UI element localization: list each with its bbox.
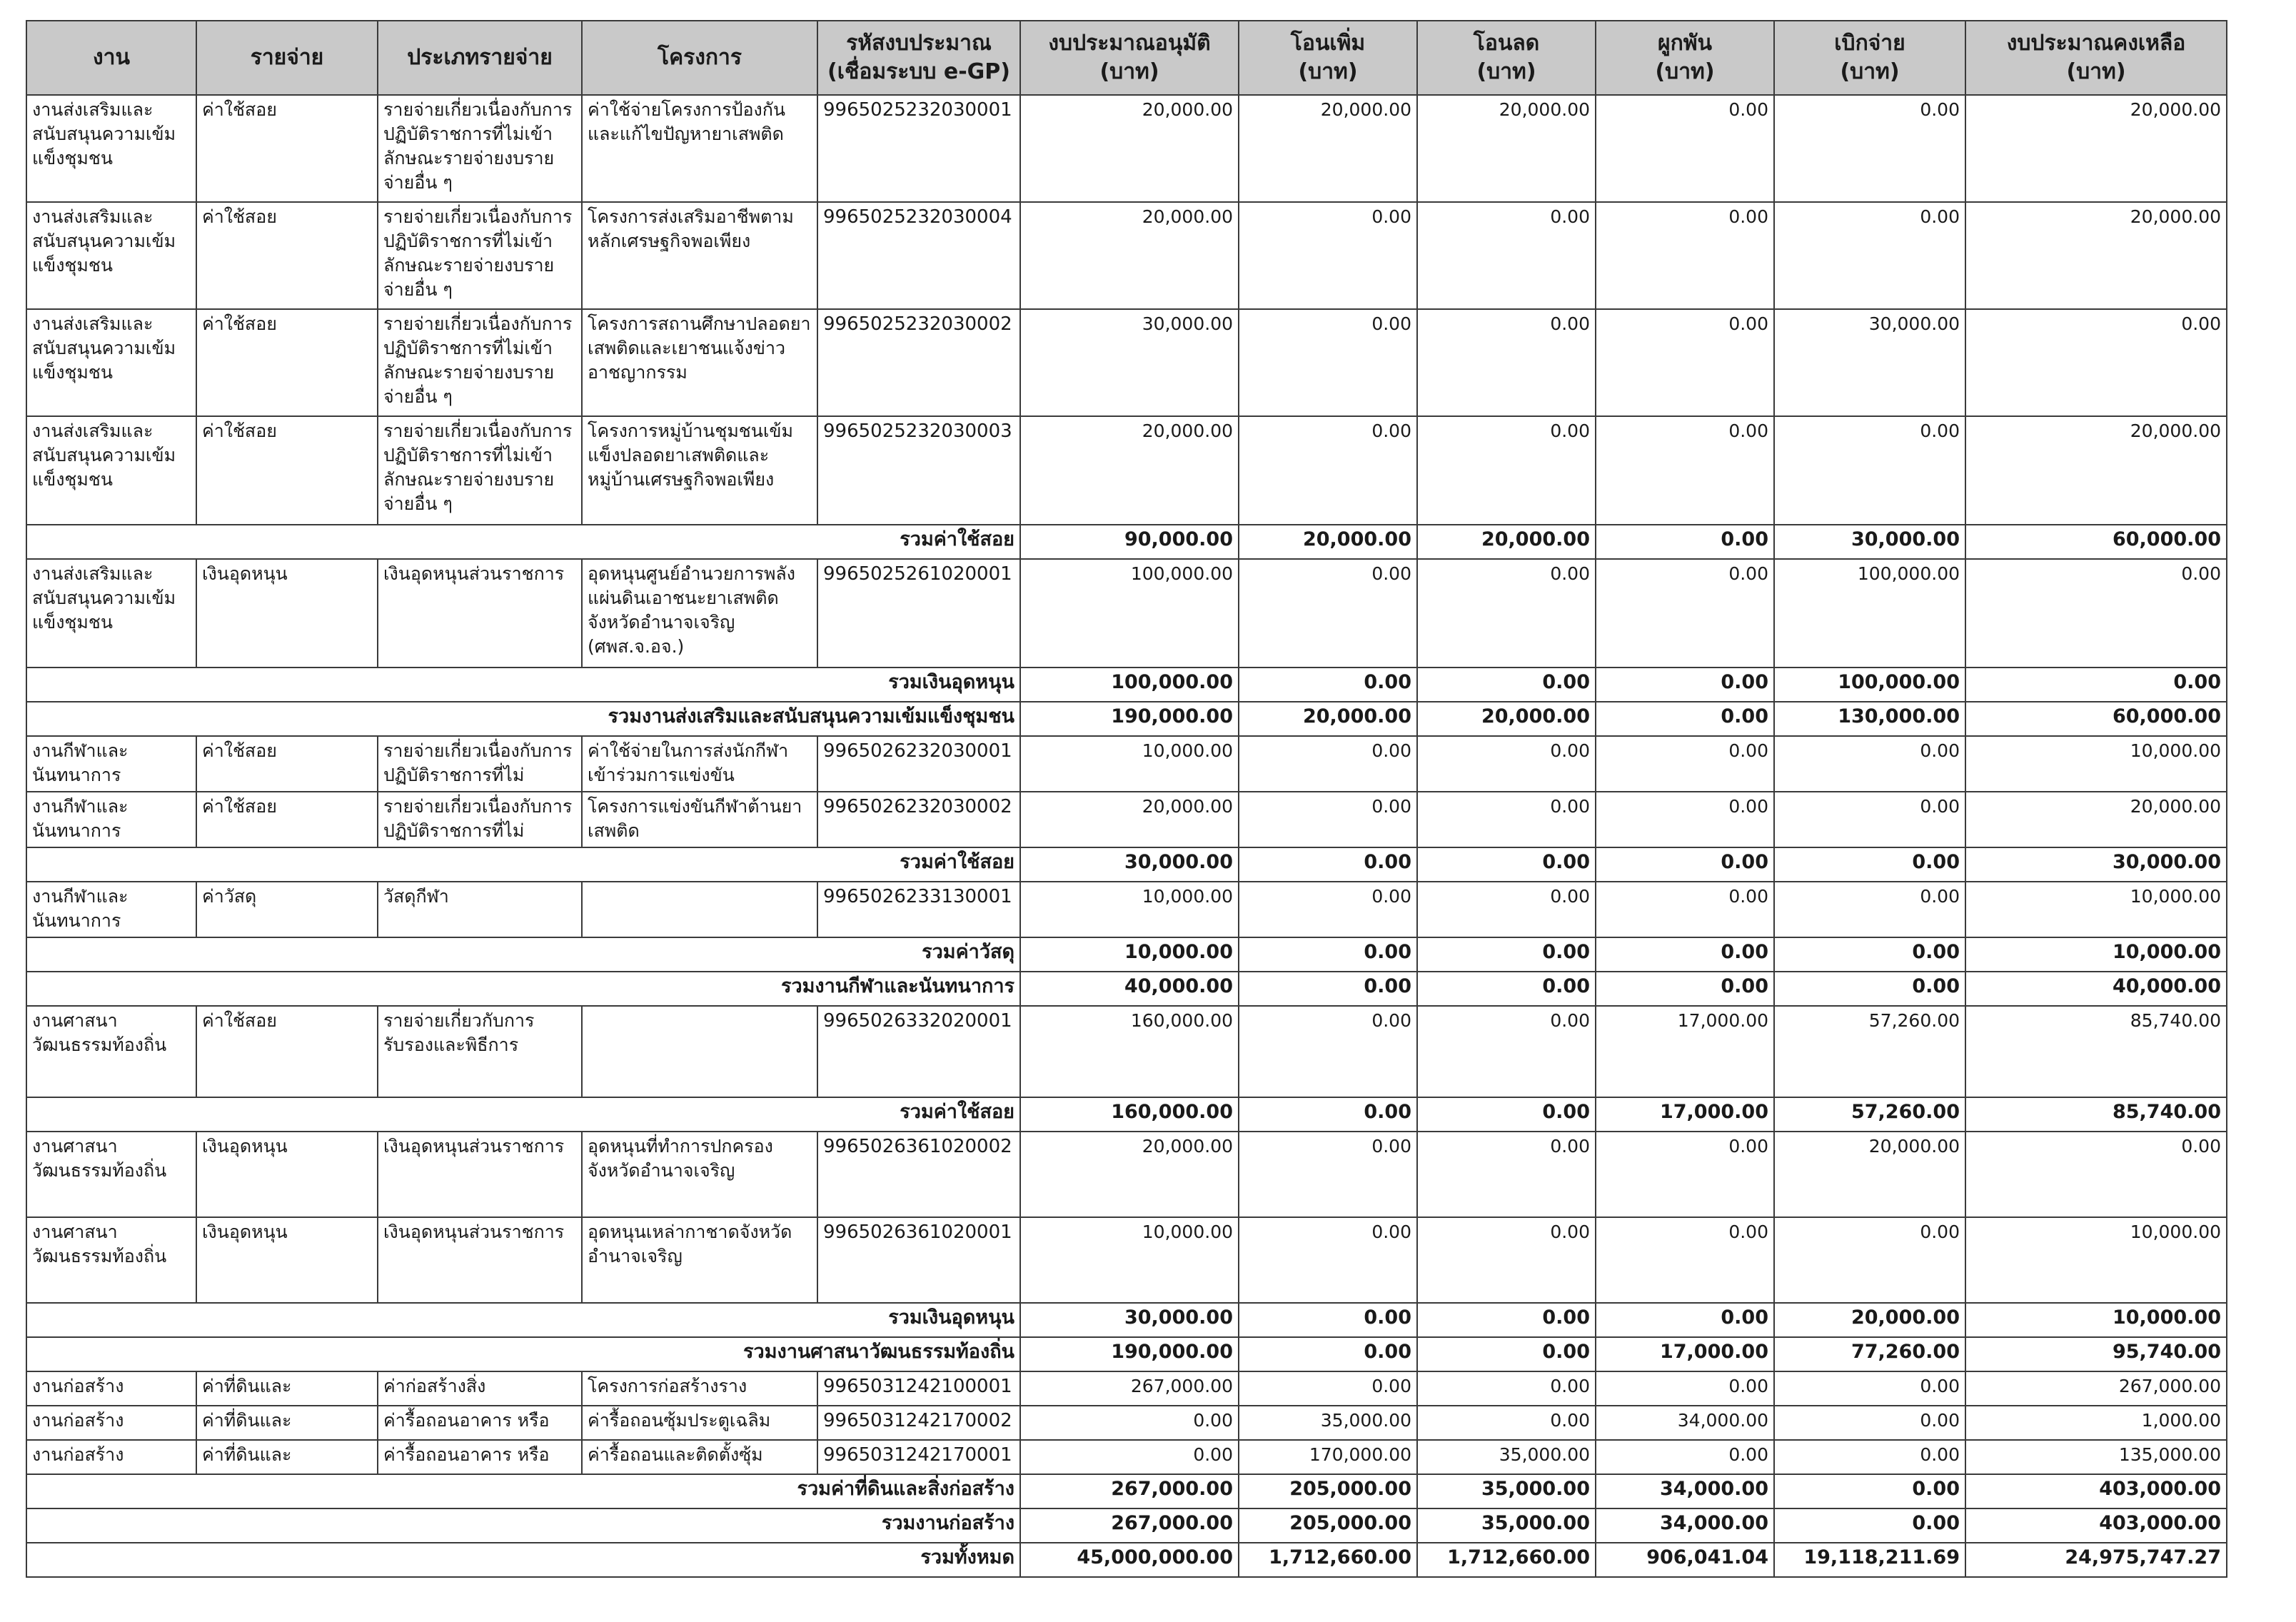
cell-project: ค่าใช้จ่ายในการส่งนักกีฬาเข้าร่วมการแข่งขัน bbox=[582, 736, 817, 792]
cell-expense: เงินอุดหนุน bbox=[196, 1132, 378, 1217]
cell-budget-code: 9965025232030004 bbox=[817, 202, 1020, 309]
cell-expense-type: ค่าก่อสร้างสิ่ง bbox=[378, 1371, 582, 1406]
cell-remaining: 60,000.00 bbox=[1965, 702, 2227, 736]
cell-remaining: 0.00 bbox=[1965, 1132, 2227, 1217]
cell-expense-type: รายจ่ายเกี่ยวเนื่องกับการปฏิบัติราชการที่ไม่ bbox=[378, 792, 582, 847]
subtotal-row bbox=[26, 1303, 2227, 1337]
cell-budget-code: 9965026361020002 bbox=[817, 1132, 1020, 1217]
cell-section: งานกีฬาและนันทนาการ bbox=[26, 736, 196, 792]
cell-disbursed: 0.00 bbox=[1774, 1508, 1965, 1543]
cell-committed: 0.00 bbox=[1596, 1132, 1774, 1217]
cell-expense: ค่าที่ดินและ bbox=[196, 1371, 378, 1406]
cell-approved-budget: 40,000.00 bbox=[1020, 972, 1239, 1006]
table-row bbox=[26, 1006, 2227, 1097]
cell-transfer-out: 35,000.00 bbox=[1417, 1440, 1596, 1474]
subtotal-label: รวมค่าที่ดินและสิ่งก่อสร้าง bbox=[26, 1474, 1020, 1508]
cell-disbursed: 20,000.00 bbox=[1774, 1303, 1965, 1337]
cell-approved-budget: 0.00 bbox=[1020, 1440, 1239, 1474]
cell-remaining: 85,740.00 bbox=[1965, 1097, 2227, 1132]
cell-expense-type: รายจ่ายเกี่ยวเนื่องกับการปฏิบัติราชการที่ไม่เข้าลักษณะรายจ่ายงบรายจ่ายอื่น ๆ bbox=[378, 202, 582, 309]
cell-transfer-out: 20,000.00 bbox=[1417, 525, 1596, 559]
cell-transfer-out: 0.00 bbox=[1417, 972, 1596, 1006]
cell-approved-budget: 10,000.00 bbox=[1020, 937, 1239, 972]
cell-project: โครงการหมู่บ้านชุมชนเข้มแข็งปลอดยาเสพติดและหมู่บ้านเศรษฐกิจพอเพียง bbox=[582, 416, 817, 525]
cell-transfer-in: 0.00 bbox=[1239, 416, 1417, 525]
subtotal-row bbox=[26, 937, 2227, 972]
cell-approved-budget: 190,000.00 bbox=[1020, 702, 1239, 736]
cell-approved-budget: 30,000.00 bbox=[1020, 1303, 1239, 1337]
cell-expense-type: รายจ่ายเกี่ยวเนื่องกับการปฏิบัติราชการที่ไม่เข้าลักษณะรายจ่ายงบรายจ่ายอื่น ๆ bbox=[378, 309, 582, 416]
cell-budget-code: 9965025232030003 bbox=[817, 416, 1020, 525]
subtotal-label: รวมงานกีฬาและนันทนาการ bbox=[26, 972, 1020, 1006]
cell-project bbox=[582, 1006, 817, 1097]
cell-transfer-out: 0.00 bbox=[1417, 559, 1596, 668]
cell-committed: 34,000.00 bbox=[1596, 1406, 1774, 1440]
cell-committed: 0.00 bbox=[1596, 882, 1774, 937]
cell-expense: ค่าใช้สอย bbox=[196, 95, 378, 202]
cell-transfer-in: 0.00 bbox=[1239, 972, 1417, 1006]
table-row bbox=[26, 202, 2227, 309]
cell-expense-type: ค่ารื้อถอนอาคาร หรือ bbox=[378, 1440, 582, 1474]
cell-expense: ค่าใช้สอย bbox=[196, 309, 378, 416]
cell-committed: 0.00 bbox=[1596, 668, 1774, 702]
cell-committed: 0.00 bbox=[1596, 702, 1774, 736]
cell-transfer-out: 20,000.00 bbox=[1417, 702, 1596, 736]
cell-committed: 0.00 bbox=[1596, 847, 1774, 882]
header-row bbox=[26, 21, 2227, 95]
cell-transfer-out: 0.00 bbox=[1417, 668, 1596, 702]
cell-transfer-out: 0.00 bbox=[1417, 882, 1596, 937]
header-remaining: งบประมาณคงเหลือ (บาท) bbox=[1965, 21, 2227, 95]
cell-transfer-in: 0.00 bbox=[1239, 882, 1417, 937]
cell-project: ค่ารื้อถอนซุ้มประตูเฉลิม bbox=[582, 1406, 817, 1440]
cell-remaining: 1,000.00 bbox=[1965, 1406, 2227, 1440]
cell-budget-code: 9965026332020001 bbox=[817, 1006, 1020, 1097]
cell-transfer-out: 0.00 bbox=[1417, 416, 1596, 525]
cell-remaining: 135,000.00 bbox=[1965, 1440, 2227, 1474]
cell-approved-budget: 267,000.00 bbox=[1020, 1474, 1239, 1508]
cell-section: งานกีฬาและนันทนาการ bbox=[26, 792, 196, 847]
cell-expense-type: เงินอุดหนุนส่วนราชการ bbox=[378, 1217, 582, 1303]
cell-expense-type: ค่ารื้อถอนอาคาร หรือ bbox=[378, 1406, 582, 1440]
cell-approved-budget: 100,000.00 bbox=[1020, 559, 1239, 668]
cell-remaining: 95,740.00 bbox=[1965, 1337, 2227, 1371]
cell-approved-budget: 100,000.00 bbox=[1020, 668, 1239, 702]
cell-transfer-out: 0.00 bbox=[1417, 202, 1596, 309]
cell-transfer-out: 0.00 bbox=[1417, 1217, 1596, 1303]
cell-approved-budget: 20,000.00 bbox=[1020, 202, 1239, 309]
cell-expense-type: รายจ่ายเกี่ยวเนื่องกับการปฏิบัติราชการที่ไม่เข้าลักษณะรายจ่ายงบรายจ่ายอื่น ๆ bbox=[378, 95, 582, 202]
cell-disbursed: 0.00 bbox=[1774, 416, 1965, 525]
cell-remaining: 403,000.00 bbox=[1965, 1474, 2227, 1508]
cell-committed: 17,000.00 bbox=[1596, 1006, 1774, 1097]
cell-expense: ค่าที่ดินและ bbox=[196, 1440, 378, 1474]
table-row bbox=[26, 416, 2227, 525]
cell-project: โครงการส่งเสริมอาชีพตามหลักเศรษฐกิจพอเพียง bbox=[582, 202, 817, 309]
cell-committed: 0.00 bbox=[1596, 937, 1774, 972]
cell-approved-budget: 30,000.00 bbox=[1020, 309, 1239, 416]
cell-transfer-in: 170,000.00 bbox=[1239, 1440, 1417, 1474]
cell-approved-budget: 20,000.00 bbox=[1020, 1132, 1239, 1217]
cell-transfer-out: 20,000.00 bbox=[1417, 95, 1596, 202]
subtotal-row bbox=[26, 972, 2227, 1006]
cell-transfer-in: 0.00 bbox=[1239, 1097, 1417, 1132]
cell-project: โครงการแข่งขันกีฬาต้านยาเสพติด bbox=[582, 792, 817, 847]
cell-transfer-out: 0.00 bbox=[1417, 1371, 1596, 1406]
cell-committed: 17,000.00 bbox=[1596, 1337, 1774, 1371]
cell-approved-budget: 20,000.00 bbox=[1020, 416, 1239, 525]
cell-budget-code: 9965031242100001 bbox=[817, 1371, 1020, 1406]
cell-project: โครงการสถานศึกษาปลอดยาเสพติดและเยาชนแจ้งข่าวอาชญากรรม bbox=[582, 309, 817, 416]
subtotal-row bbox=[26, 702, 2227, 736]
cell-committed: 0.00 bbox=[1596, 792, 1774, 847]
cell-disbursed: 0.00 bbox=[1774, 1406, 1965, 1440]
cell-disbursed: 0.00 bbox=[1774, 1217, 1965, 1303]
cell-approved-budget: 0.00 bbox=[1020, 1406, 1239, 1440]
cell-disbursed: 0.00 bbox=[1774, 972, 1965, 1006]
table-row bbox=[26, 95, 2227, 202]
cell-transfer-in: 0.00 bbox=[1239, 1132, 1417, 1217]
cell-transfer-in: 0.00 bbox=[1239, 736, 1417, 792]
cell-section: งานก่อสร้าง bbox=[26, 1371, 196, 1406]
cell-committed: 0.00 bbox=[1596, 972, 1774, 1006]
cell-budget-code: 9965031242170001 bbox=[817, 1440, 1020, 1474]
cell-expense: ค่าใช้สอย bbox=[196, 736, 378, 792]
cell-disbursed: 20,000.00 bbox=[1774, 1132, 1965, 1217]
header-project: โครงการ bbox=[582, 21, 817, 95]
cell-remaining: 10,000.00 bbox=[1965, 937, 2227, 972]
table-row bbox=[26, 1406, 2227, 1440]
table-row bbox=[26, 882, 2227, 937]
cell-remaining: 10,000.00 bbox=[1965, 736, 2227, 792]
table-row bbox=[26, 1440, 2227, 1474]
cell-transfer-out: 0.00 bbox=[1417, 309, 1596, 416]
cell-transfer-in: 0.00 bbox=[1239, 309, 1417, 416]
cell-expense: ค่าใช้สอย bbox=[196, 1006, 378, 1097]
cell-disbursed: 0.00 bbox=[1774, 1440, 1965, 1474]
cell-remaining: 40,000.00 bbox=[1965, 972, 2227, 1006]
cell-expense: เงินอุดหนุน bbox=[196, 559, 378, 668]
cell-expense-type: รายจ่ายเกี่ยวเนื่องกับการปฏิบัติราชการที่ไม่ bbox=[378, 736, 582, 792]
cell-section: งานศาสนาวัฒนธรรมท้องถิ่น bbox=[26, 1006, 196, 1097]
budget-report-sheet bbox=[26, 20, 2226, 1578]
cell-transfer-in: 0.00 bbox=[1239, 1337, 1417, 1371]
cell-committed: 0.00 bbox=[1596, 559, 1774, 668]
cell-transfer-out: 0.00 bbox=[1417, 736, 1596, 792]
cell-remaining: 0.00 bbox=[1965, 309, 2227, 416]
cell-budget-code: 9965026232030001 bbox=[817, 736, 1020, 792]
cell-remaining: 20,000.00 bbox=[1965, 95, 2227, 202]
cell-section: งานส่งเสริมและสนับสนุนความเข้มแข็งชุมชน bbox=[26, 95, 196, 202]
subtotal-label: รวมค่าใช้สอย bbox=[26, 525, 1020, 559]
cell-transfer-in: 20,000.00 bbox=[1239, 702, 1417, 736]
cell-remaining: 24,975,747.27 bbox=[1965, 1543, 2227, 1577]
cell-committed: 0.00 bbox=[1596, 1303, 1774, 1337]
cell-committed: 34,000.00 bbox=[1596, 1508, 1774, 1543]
cell-disbursed: 0.00 bbox=[1774, 937, 1965, 972]
header-transfer-out: โอนลด (บาท) bbox=[1417, 21, 1596, 95]
cell-budget-code: 9965025261020001 bbox=[817, 559, 1020, 668]
cell-section: งานส่งเสริมและสนับสนุนความเข้มแข็งชุมชน bbox=[26, 202, 196, 309]
cell-committed: 0.00 bbox=[1596, 416, 1774, 525]
header-transfer-in: โอนเพิ่ม (บาท) bbox=[1239, 21, 1417, 95]
cell-section: งานศาสนาวัฒนธรรมท้องถิ่น bbox=[26, 1217, 196, 1303]
cell-committed: 0.00 bbox=[1596, 1371, 1774, 1406]
cell-expense: ค่าใช้สอย bbox=[196, 202, 378, 309]
subtotal-row bbox=[26, 1337, 2227, 1371]
cell-transfer-out: 0.00 bbox=[1417, 1303, 1596, 1337]
cell-transfer-out: 0.00 bbox=[1417, 1097, 1596, 1132]
cell-transfer-in: 0.00 bbox=[1239, 792, 1417, 847]
cell-committed: 34,000.00 bbox=[1596, 1474, 1774, 1508]
cell-approved-budget: 267,000.00 bbox=[1020, 1508, 1239, 1543]
table-row bbox=[26, 1217, 2227, 1303]
subtotal-label: รวมค่าใช้สอย bbox=[26, 847, 1020, 882]
cell-approved-budget: 10,000.00 bbox=[1020, 882, 1239, 937]
cell-expense-type: รายจ่ายเกี่ยวกับการรับรองและพิธีการ bbox=[378, 1006, 582, 1097]
cell-committed: 0.00 bbox=[1596, 95, 1774, 202]
cell-approved-budget: 20,000.00 bbox=[1020, 95, 1239, 202]
cell-disbursed: 57,260.00 bbox=[1774, 1097, 1965, 1132]
cell-approved-budget: 45,000,000.00 bbox=[1020, 1543, 1239, 1577]
cell-project: ค่ารื้อถอนและติดตั้งซุ้ม bbox=[582, 1440, 817, 1474]
cell-committed: 17,000.00 bbox=[1596, 1097, 1774, 1132]
cell-disbursed: 30,000.00 bbox=[1774, 525, 1965, 559]
cell-expense: ค่าวัสดุ bbox=[196, 882, 378, 937]
cell-transfer-in: 20,000.00 bbox=[1239, 525, 1417, 559]
table-header bbox=[26, 21, 2227, 95]
cell-section: งานก่อสร้าง bbox=[26, 1440, 196, 1474]
cell-committed: 0.00 bbox=[1596, 1440, 1774, 1474]
header-approved-budget: งบประมาณอนุมัติ (บาท) bbox=[1020, 21, 1239, 95]
cell-project: อุดหนุนศูนย์อำนวยการพลังแผ่นดินเอาชนะยาเสพติดจังหวัดอำนาจเจริญ (ศพส.จ.อจ.) bbox=[582, 559, 817, 668]
subtotal-label: รวมงานส่งเสริมและสนับสนุนความเข้มแข็งชุมชน bbox=[26, 702, 1020, 736]
cell-transfer-in: 0.00 bbox=[1239, 1303, 1417, 1337]
cell-disbursed: 130,000.00 bbox=[1774, 702, 1965, 736]
cell-remaining: 10,000.00 bbox=[1965, 1303, 2227, 1337]
subtotal-row bbox=[26, 1474, 2227, 1508]
subtotal-label: รวมค่าใช้สอย bbox=[26, 1097, 1020, 1132]
cell-approved-budget: 90,000.00 bbox=[1020, 525, 1239, 559]
header-expense: รายจ่าย bbox=[196, 21, 378, 95]
cell-transfer-out: 0.00 bbox=[1417, 1006, 1596, 1097]
cell-project: โครงการก่อสร้างราง bbox=[582, 1371, 817, 1406]
header-budget-code: รหัสงบประมาณ (เชื่อมระบบ e-GP) bbox=[817, 21, 1020, 95]
cell-project: ค่าใช้จ่ายโครงการป้องกันและแก้ไขปัญหายาเสพติด bbox=[582, 95, 817, 202]
cell-remaining: 20,000.00 bbox=[1965, 416, 2227, 525]
cell-transfer-in: 0.00 bbox=[1239, 668, 1417, 702]
cell-remaining: 10,000.00 bbox=[1965, 882, 2227, 937]
subtotal-row bbox=[26, 1097, 2227, 1132]
subtotal-row bbox=[26, 668, 2227, 702]
cell-disbursed: 0.00 bbox=[1774, 202, 1965, 309]
cell-transfer-out: 0.00 bbox=[1417, 792, 1596, 847]
cell-expense-type: เงินอุดหนุนส่วนราชการ bbox=[378, 559, 582, 668]
cell-approved-budget: 160,000.00 bbox=[1020, 1097, 1239, 1132]
header-section: งาน bbox=[26, 21, 196, 95]
cell-expense: เงินอุดหนุน bbox=[196, 1217, 378, 1303]
cell-remaining: 30,000.00 bbox=[1965, 847, 2227, 882]
cell-section: งานส่งเสริมและสนับสนุนความเข้มแข็งชุมชน bbox=[26, 309, 196, 416]
cell-disbursed: 0.00 bbox=[1774, 882, 1965, 937]
table-row bbox=[26, 1371, 2227, 1406]
table-body bbox=[26, 95, 2227, 1577]
cell-section: งานศาสนาวัฒนธรรมท้องถิ่น bbox=[26, 1132, 196, 1217]
cell-transfer-out: 1,712,660.00 bbox=[1417, 1543, 1596, 1577]
cell-approved-budget: 20,000.00 bbox=[1020, 792, 1239, 847]
cell-disbursed: 0.00 bbox=[1774, 847, 1965, 882]
subtotal-row bbox=[26, 847, 2227, 882]
cell-approved-budget: 267,000.00 bbox=[1020, 1371, 1239, 1406]
cell-transfer-in: 0.00 bbox=[1239, 1006, 1417, 1097]
table-row bbox=[26, 559, 2227, 668]
budget-table bbox=[26, 20, 2227, 1578]
cell-transfer-in: 35,000.00 bbox=[1239, 1406, 1417, 1440]
subtotal-label: รวมงานก่อสร้าง bbox=[26, 1508, 1020, 1543]
cell-remaining: 20,000.00 bbox=[1965, 202, 2227, 309]
cell-transfer-out: 35,000.00 bbox=[1417, 1508, 1596, 1543]
cell-budget-code: 9965026233130001 bbox=[817, 882, 1020, 937]
cell-approved-budget: 30,000.00 bbox=[1020, 847, 1239, 882]
cell-disbursed: 57,260.00 bbox=[1774, 1006, 1965, 1097]
cell-transfer-in: 0.00 bbox=[1239, 202, 1417, 309]
cell-project: อุดหนุนที่ทำการปกครองจังหวัดอำนาจเจริญ bbox=[582, 1132, 817, 1217]
cell-transfer-in: 205,000.00 bbox=[1239, 1508, 1417, 1543]
cell-committed: 0.00 bbox=[1596, 202, 1774, 309]
cell-remaining: 267,000.00 bbox=[1965, 1371, 2227, 1406]
cell-approved-budget: 10,000.00 bbox=[1020, 736, 1239, 792]
cell-disbursed: 77,260.00 bbox=[1774, 1337, 1965, 1371]
cell-budget-code: 9965031242170002 bbox=[817, 1406, 1020, 1440]
cell-expense: ค่าที่ดินและ bbox=[196, 1406, 378, 1440]
cell-expense: ค่าใช้สอย bbox=[196, 792, 378, 847]
cell-committed: 0.00 bbox=[1596, 1217, 1774, 1303]
cell-transfer-in: 1,712,660.00 bbox=[1239, 1543, 1417, 1577]
cell-disbursed: 0.00 bbox=[1774, 1474, 1965, 1508]
cell-committed: 0.00 bbox=[1596, 736, 1774, 792]
cell-budget-code: 9965026232030002 bbox=[817, 792, 1020, 847]
cell-transfer-out: 0.00 bbox=[1417, 1132, 1596, 1217]
cell-transfer-in: 0.00 bbox=[1239, 1217, 1417, 1303]
cell-transfer-in: 0.00 bbox=[1239, 937, 1417, 972]
cell-remaining: 60,000.00 bbox=[1965, 525, 2227, 559]
cell-disbursed: 0.00 bbox=[1774, 792, 1965, 847]
subtotal-row bbox=[26, 1543, 2227, 1577]
table-row bbox=[26, 736, 2227, 792]
cell-disbursed: 100,000.00 bbox=[1774, 559, 1965, 668]
table-row bbox=[26, 792, 2227, 847]
header-expense-type: ประเภทรายจ่าย bbox=[378, 21, 582, 95]
subtotal-row bbox=[26, 525, 2227, 559]
cell-remaining: 403,000.00 bbox=[1965, 1508, 2227, 1543]
cell-transfer-in: 20,000.00 bbox=[1239, 95, 1417, 202]
cell-transfer-out: 35,000.00 bbox=[1417, 1474, 1596, 1508]
table-row bbox=[26, 309, 2227, 416]
cell-disbursed: 0.00 bbox=[1774, 1371, 1965, 1406]
cell-budget-code: 9965026361020001 bbox=[817, 1217, 1020, 1303]
cell-disbursed: 100,000.00 bbox=[1774, 668, 1965, 702]
cell-transfer-out: 0.00 bbox=[1417, 847, 1596, 882]
cell-expense: ค่าใช้สอย bbox=[196, 416, 378, 525]
cell-project bbox=[582, 882, 817, 937]
cell-disbursed: 30,000.00 bbox=[1774, 309, 1965, 416]
subtotal-label: รวมค่าวัสดุ bbox=[26, 937, 1020, 972]
cell-transfer-in: 205,000.00 bbox=[1239, 1474, 1417, 1508]
subtotal-label: รวมเงินอุดหนุน bbox=[26, 668, 1020, 702]
cell-budget-code: 9965025232030002 bbox=[817, 309, 1020, 416]
cell-expense-type: รายจ่ายเกี่ยวเนื่องกับการปฏิบัติราชการที่ไม่เข้าลักษณะรายจ่ายงบรายจ่ายอื่น ๆ bbox=[378, 416, 582, 525]
cell-remaining: 0.00 bbox=[1965, 559, 2227, 668]
cell-section: งานกีฬาและนันทนาการ bbox=[26, 882, 196, 937]
header-committed: ผูกพัน (บาท) bbox=[1596, 21, 1774, 95]
cell-committed: 0.00 bbox=[1596, 309, 1774, 416]
cell-section: งานส่งเสริมและสนับสนุนความเข้มแข็งชุมชน bbox=[26, 416, 196, 525]
cell-disbursed: 0.00 bbox=[1774, 736, 1965, 792]
subtotal-row bbox=[26, 1508, 2227, 1543]
cell-disbursed: 19,118,211.69 bbox=[1774, 1543, 1965, 1577]
cell-committed: 0.00 bbox=[1596, 525, 1774, 559]
cell-remaining: 10,000.00 bbox=[1965, 1217, 2227, 1303]
header-disbursed: เบิกจ่าย (บาท) bbox=[1774, 21, 1965, 95]
cell-project: อุดหนุนเหล่ากาชาดจังหวัดอำนาจเจริญ bbox=[582, 1217, 817, 1303]
cell-transfer-out: 0.00 bbox=[1417, 1406, 1596, 1440]
cell-approved-budget: 160,000.00 bbox=[1020, 1006, 1239, 1097]
subtotal-label: รวมเงินอุดหนุน bbox=[26, 1303, 1020, 1337]
cell-transfer-in: 0.00 bbox=[1239, 1371, 1417, 1406]
cell-transfer-out: 0.00 bbox=[1417, 1337, 1596, 1371]
cell-transfer-in: 0.00 bbox=[1239, 559, 1417, 668]
cell-expense-type: วัสดุกีฬา bbox=[378, 882, 582, 937]
table-row bbox=[26, 1132, 2227, 1217]
cell-committed: 906,041.04 bbox=[1596, 1543, 1774, 1577]
cell-section: งานส่งเสริมและสนับสนุนความเข้มแข็งชุมชน bbox=[26, 559, 196, 668]
cell-remaining: 0.00 bbox=[1965, 668, 2227, 702]
cell-remaining: 20,000.00 bbox=[1965, 792, 2227, 847]
cell-approved-budget: 10,000.00 bbox=[1020, 1217, 1239, 1303]
subtotal-label: รวมทั้งหมด bbox=[26, 1543, 1020, 1577]
cell-transfer-out: 0.00 bbox=[1417, 937, 1596, 972]
cell-expense-type: เงินอุดหนุนส่วนราชการ bbox=[378, 1132, 582, 1217]
cell-remaining: 85,740.00 bbox=[1965, 1006, 2227, 1097]
subtotal-label: รวมงานศาสนาวัฒนธรรมท้องถิ่น bbox=[26, 1337, 1020, 1371]
cell-budget-code: 9965025232030001 bbox=[817, 95, 1020, 202]
cell-disbursed: 0.00 bbox=[1774, 95, 1965, 202]
cell-transfer-in: 0.00 bbox=[1239, 847, 1417, 882]
cell-approved-budget: 190,000.00 bbox=[1020, 1337, 1239, 1371]
cell-section: งานก่อสร้าง bbox=[26, 1406, 196, 1440]
